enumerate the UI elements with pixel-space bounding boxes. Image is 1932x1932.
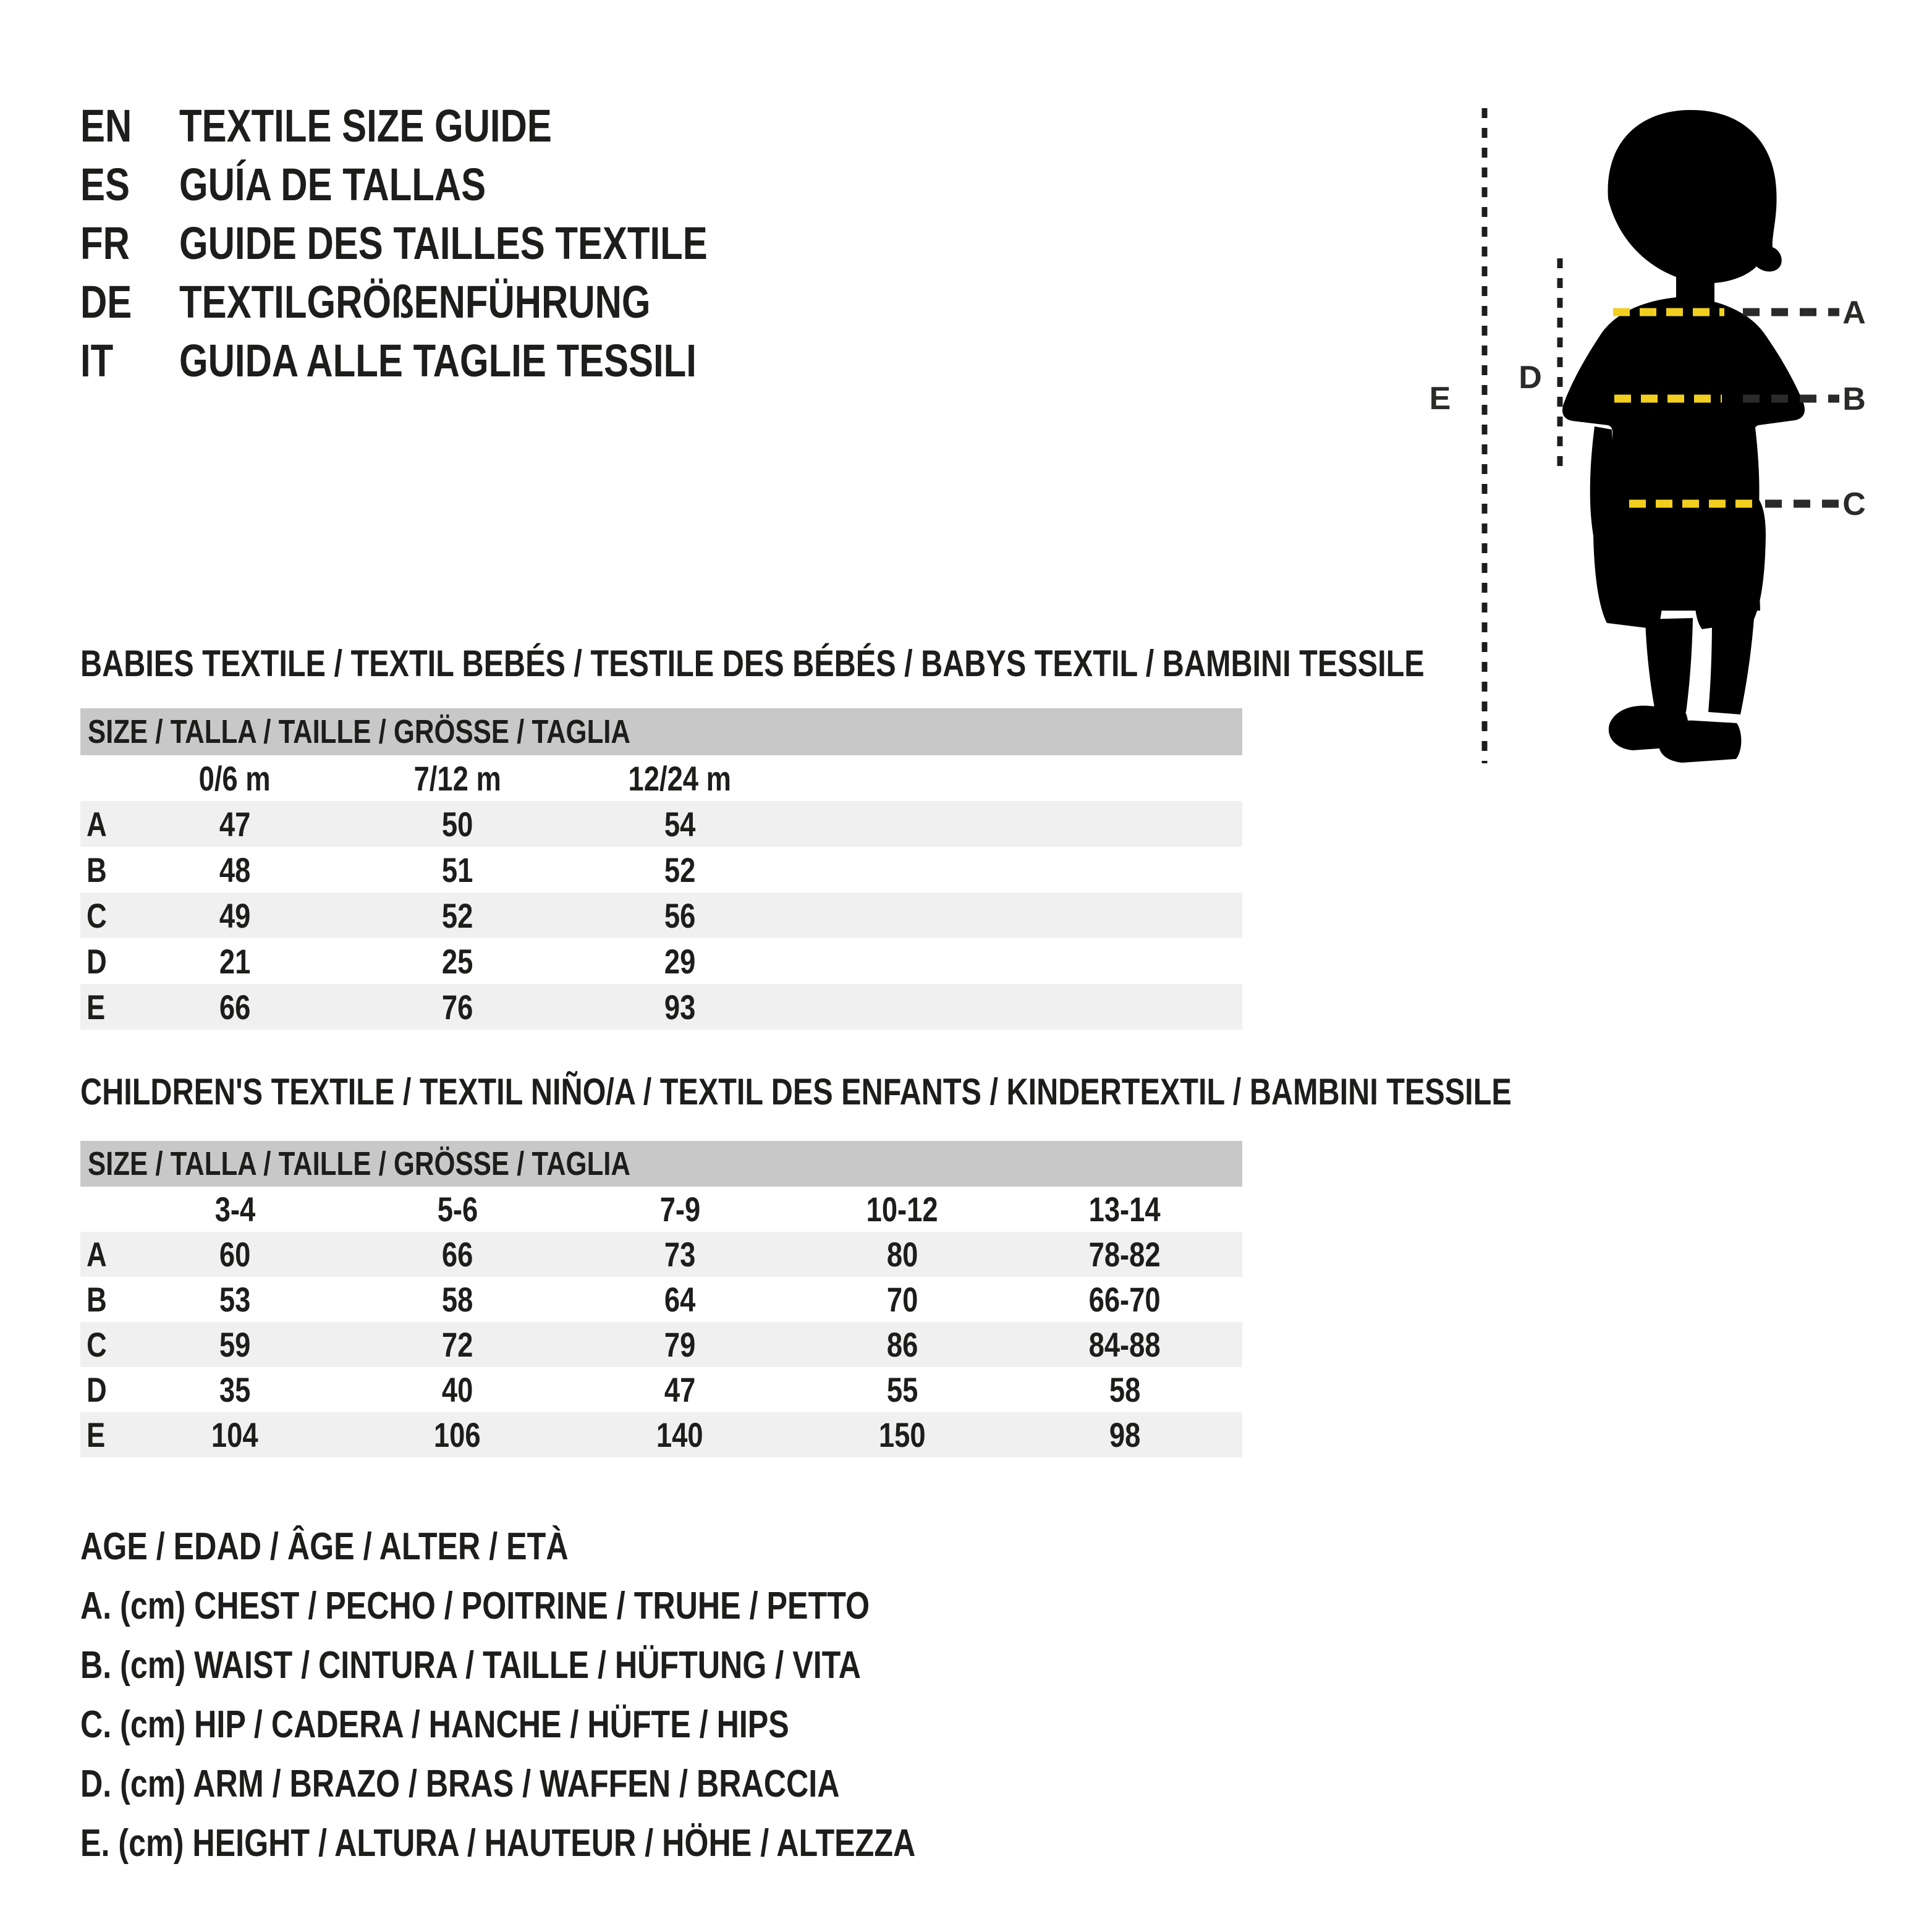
header-line-es: [0, 158, 989, 217]
cell: 76: [441, 987, 473, 1027]
page-title: TEXTILE SIZE GUIDE: [179, 100, 552, 151]
cell: 21: [219, 941, 251, 981]
row-label: E: [87, 987, 106, 1027]
legend-age: AGE / EDAD / ÂGE / ALTER / ETÀ: [80, 1525, 569, 1568]
column-header: 13-14: [1088, 1190, 1161, 1229]
silhouette-right-shoe: [1659, 721, 1741, 763]
cell: 25: [441, 941, 473, 981]
cell: 53: [219, 1280, 251, 1319]
language-code: ES: [80, 159, 130, 210]
hip-label-C: C: [1842, 486, 1866, 522]
cell: 66: [219, 987, 251, 1027]
table-row: [80, 1412, 1242, 1457]
page-title-de: TEXTILGRÖßENFÜHRUNG: [179, 276, 651, 328]
header-line-de: [0, 276, 989, 334]
page-title-it: GUIDA ALLE TAGLIE TESSILI: [179, 335, 697, 386]
table-row: [80, 892, 1242, 938]
row-label: B: [87, 1280, 107, 1319]
cell: 93: [664, 987, 696, 1027]
row-label: A: [87, 804, 107, 844]
children-column-header-row: [80, 1187, 1242, 1232]
column-header: 0/6 m: [198, 758, 271, 798]
row-label: E: [87, 1415, 106, 1454]
cell: 54: [664, 804, 696, 844]
row-label: D: [87, 941, 107, 981]
cell: 29: [664, 941, 696, 981]
chest-label-A: A: [1842, 295, 1866, 331]
cell: 72: [441, 1325, 473, 1364]
column-header: 5-6: [437, 1190, 478, 1229]
cell: 66: [441, 1235, 473, 1274]
page-title-fr: GUIDE DES TAILLES TEXTILE: [179, 218, 708, 269]
measurement-diagram: [1409, 93, 1932, 810]
table-row: [80, 1322, 1242, 1367]
cell: 49: [219, 896, 251, 935]
cell: 78-82: [1088, 1235, 1161, 1274]
size-header-label: SIZE / TALLA / TAILLE / GRÖSSE / TAGLIA: [88, 713, 631, 750]
cell: 40: [441, 1370, 473, 1409]
silhouette-head: [1608, 110, 1782, 283]
cell: 60: [219, 1235, 251, 1274]
cell: 35: [219, 1370, 251, 1409]
cell: 150: [879, 1415, 926, 1454]
table-row: [80, 984, 1242, 1030]
table-row: [80, 1367, 1242, 1412]
size-header-label: SIZE / TALLA / TAILLE / GRÖSSE / TAGLIA: [88, 1145, 631, 1182]
legend-height: E. (cm) HEIGHT / ALTURA / HAUTEUR / HÖHE / ALTEZZA: [80, 1822, 916, 1865]
cell: 51: [441, 850, 473, 889]
legend-arm: D. (cm) ARM / BRAZO / BRAS / WAFFEN / BRACCIA: [80, 1763, 840, 1805]
language-code: FR: [80, 218, 130, 269]
cell: 70: [886, 1280, 918, 1319]
row-label: C: [87, 896, 107, 935]
cell: 79: [664, 1325, 696, 1364]
cell: 50: [441, 804, 473, 844]
cell: 84-88: [1088, 1325, 1161, 1364]
legend-hip: C. (cm) HIP / CADERA / HANCHE / HÜFTE / HIPS: [80, 1703, 789, 1746]
cell: 66-70: [1088, 1280, 1161, 1319]
column-header: 10-12: [866, 1190, 939, 1229]
cell: 58: [1109, 1370, 1141, 1409]
cell: 55: [886, 1370, 918, 1409]
header-line-en: [0, 100, 989, 158]
children-size-header-bar: [80, 1141, 1242, 1187]
row-label: B: [87, 850, 107, 889]
table-row: [80, 1277, 1242, 1322]
cell: 98: [1109, 1415, 1141, 1454]
language-code: EN: [80, 100, 132, 151]
cell: 73: [664, 1235, 696, 1274]
cell: 58: [441, 1280, 473, 1319]
babies-section-title: BABIES TEXTILE / TEXTIL BEBÉS / TESTILE DES BÉBÉS / BABYS TEXTIL / BAMBINI TESSILE: [80, 643, 1425, 684]
language-code: IT: [80, 335, 114, 386]
column-header: 3-4: [214, 1190, 255, 1229]
children-section-title: CHILDREN'S TEXTILE / TEXTIL NIÑO/A / TEXTIL DES ENFANTS / KINDERTEXTIL / BAMBINI TESSILE: [80, 1071, 1512, 1112]
waist-label-B: B: [1842, 381, 1866, 417]
cell: 106: [434, 1415, 481, 1454]
cell: 86: [886, 1325, 918, 1364]
cell: 48: [219, 850, 251, 889]
language-code: DE: [80, 276, 132, 328]
cell: 104: [211, 1415, 258, 1454]
column-header: 7/12 m: [413, 758, 501, 798]
cell: 56: [664, 896, 696, 935]
arm-label-D: D: [1519, 360, 1542, 396]
cell: 47: [664, 1370, 696, 1409]
table-row: [80, 847, 1242, 892]
header-line-fr: [0, 217, 989, 276]
cell: 52: [664, 850, 696, 889]
height-label-E: E: [1429, 381, 1451, 417]
column-header: 12/24 m: [628, 758, 732, 798]
header-line-it: [0, 334, 989, 393]
table-row: [80, 801, 1242, 847]
row-label: A: [87, 1235, 107, 1274]
legend-chest: A. (cm) CHEST / PECHO / POITRINE / TRUHE / PETTO: [80, 1585, 870, 1627]
cell: 47: [219, 804, 251, 844]
babies-size-header-bar: [80, 708, 1242, 755]
page-title-es: GUÍA DE TALLAS: [179, 159, 486, 210]
cell: 52: [441, 896, 473, 935]
cell: 59: [219, 1325, 251, 1364]
row-label: C: [87, 1325, 107, 1364]
table-row: [80, 1232, 1242, 1277]
cell: 64: [664, 1280, 696, 1319]
legend-waist: B. (cm) WAIST / CINTURA / TAILLE / HÜFTUNG / VITA: [80, 1644, 861, 1687]
babies-column-header-row: [80, 755, 1242, 801]
row-label: D: [87, 1370, 107, 1409]
cell: 80: [886, 1235, 918, 1274]
column-header: 7-9: [659, 1190, 700, 1229]
cell: 140: [656, 1415, 703, 1454]
table-row: [80, 938, 1242, 984]
